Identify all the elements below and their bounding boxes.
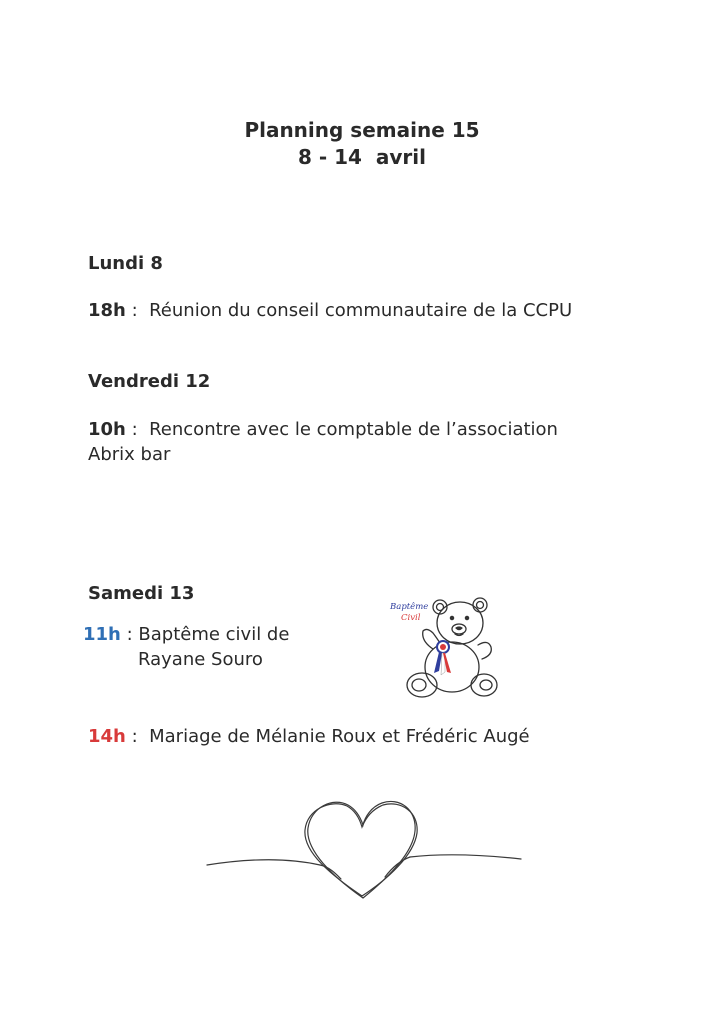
event-samedi-11h <box>83 622 289 672</box>
event-time: 11h <box>83 624 121 645</box>
event-time: 18h <box>88 300 126 321</box>
day-heading-lundi: Lundi 8 <box>88 253 163 274</box>
event-text: Réunion du conseil communautaire de la CCPU <box>149 300 573 321</box>
teddy-label-line-1: Baptême <box>390 602 429 612</box>
heart-line-drawing <box>205 795 523 905</box>
event-text-continued: Rayane Souro <box>138 649 263 670</box>
event-text-continued: Abrix bar <box>88 444 171 465</box>
event-text: Mariage de Mélanie Roux et Frédéric Augé <box>149 726 530 747</box>
title-line-2: 8 - 14 avril <box>297 145 426 169</box>
teddy-label-line-2: Civil <box>401 613 421 623</box>
event-lundi-18h <box>88 298 572 323</box>
rosette-icon <box>434 641 451 675</box>
event-time: 10h <box>88 419 126 440</box>
event-text: Baptême civil de <box>138 624 290 645</box>
event-separator: : <box>125 726 150 747</box>
event-vendredi-10h <box>88 417 558 467</box>
event-separator: : <box>125 300 150 321</box>
event-separator: : <box>125 419 150 440</box>
event-samedi-14h <box>88 724 530 749</box>
page-title <box>0 117 724 171</box>
event-separator: : <box>120 624 139 645</box>
event-text: Rencontre avec le comptable de l’association <box>149 419 558 440</box>
teddy-bear-illustration <box>385 585 500 705</box>
day-heading-vendredi: Vendredi 12 <box>88 371 211 392</box>
event-time: 14h <box>88 726 126 747</box>
day-heading-samedi: Samedi 13 <box>88 583 195 604</box>
title-line-1: Planning semaine 15 <box>244 118 480 142</box>
